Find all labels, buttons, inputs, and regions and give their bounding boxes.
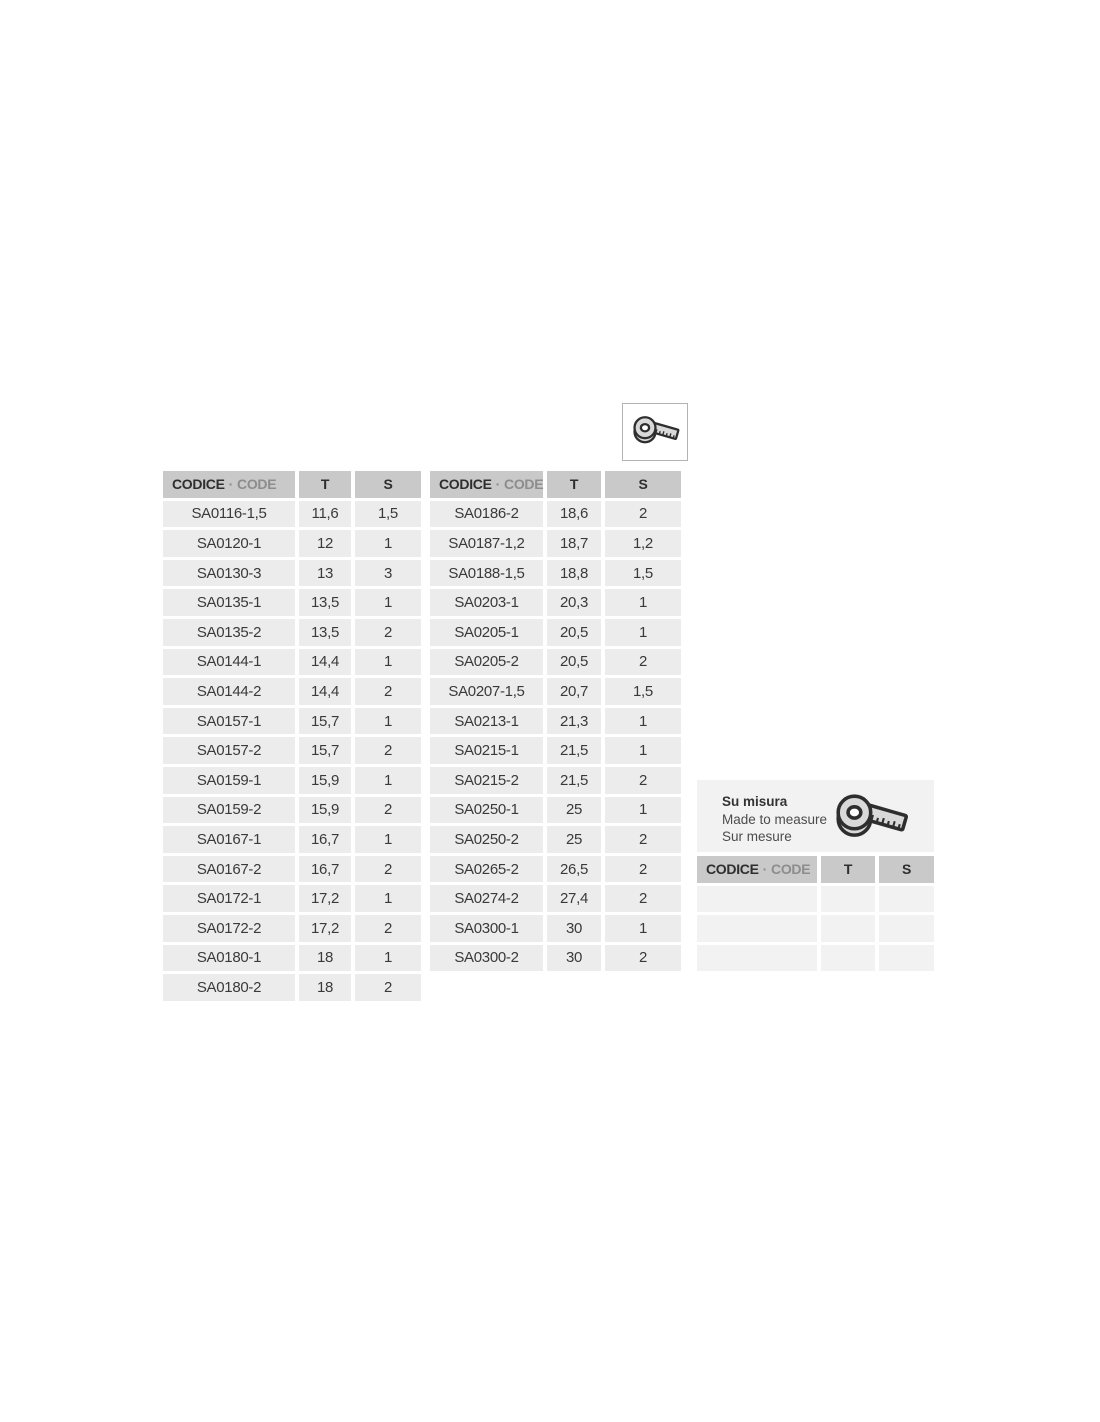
column-header-s: S [879, 856, 934, 883]
table-cell: 18,6 [547, 501, 601, 528]
table-cell: 21,3 [547, 708, 601, 735]
column-header-code: CODICE · CODE [163, 471, 295, 498]
table-cell: 2 [355, 856, 421, 883]
table-cell: SA0203-1 [430, 589, 543, 616]
table-cell: 15,7 [299, 708, 351, 735]
column-header-s: S [355, 471, 421, 498]
table-cell: 18,7 [547, 530, 601, 557]
table-cell: 20,3 [547, 589, 601, 616]
table-cell [697, 915, 817, 942]
table-cell: 2 [355, 797, 421, 824]
table-cell: SA0159-2 [163, 797, 295, 824]
table-cell: SA0250-1 [430, 797, 543, 824]
table-cell: 2 [605, 885, 681, 912]
table-cell: SA0120-1 [163, 530, 295, 557]
table-cell: SA0167-2 [163, 856, 295, 883]
table-cell: SA0180-1 [163, 945, 295, 972]
table-cell: 18 [299, 945, 351, 972]
table-cell: 20,5 [547, 649, 601, 676]
table-cell: 12 [299, 530, 351, 557]
table-cell: 30 [547, 945, 601, 972]
table-cell: SA0205-2 [430, 649, 543, 676]
column-header-s: S [605, 471, 681, 498]
measuring-tape-box [622, 403, 688, 461]
table-cell: SA0300-1 [430, 915, 543, 942]
column-header-code: CODICE · CODE [697, 856, 817, 883]
table-cell: SA0186-2 [430, 501, 543, 528]
table-cell: 21,5 [547, 767, 601, 794]
table-cell: 1,5 [355, 501, 421, 528]
table-cell: 14,4 [299, 678, 351, 705]
table-cell: 16,7 [299, 826, 351, 853]
table-cell: 1,2 [605, 530, 681, 557]
table-cell [879, 945, 934, 972]
table-cell: 20,7 [547, 678, 601, 705]
table-cell: SA0205-1 [430, 619, 543, 646]
table-cell: 2 [355, 678, 421, 705]
table-cell: SA0187-1,2 [430, 530, 543, 557]
table-cell: 25 [547, 826, 601, 853]
table-cell: 25 [547, 797, 601, 824]
table-cell: 1 [355, 649, 421, 676]
table-cell: 3 [355, 560, 421, 587]
table-cell: SA0188-1,5 [430, 560, 543, 587]
table-cell: 2 [605, 767, 681, 794]
column-header-t: T [821, 856, 875, 883]
measuring-tape-icon [826, 787, 914, 850]
made-to-measure-panel [697, 780, 934, 852]
table-cell [879, 915, 934, 942]
measuring-tape-icon [630, 410, 680, 455]
table-cell: SA0215-1 [430, 737, 543, 764]
table-cell: 16,7 [299, 856, 351, 883]
table-cell: SA0116-1,5 [163, 501, 295, 528]
table-cell: 2 [355, 974, 421, 1001]
table-cell: 2 [355, 737, 421, 764]
table-cell [821, 945, 875, 972]
table-cell: SA0144-2 [163, 678, 295, 705]
column-header-t: T [547, 471, 601, 498]
made-to-measure-text [722, 793, 827, 846]
table-cell: 1 [355, 589, 421, 616]
table-cell: SA0159-1 [163, 767, 295, 794]
table-cell: 30 [547, 915, 601, 942]
table-cell: 1 [355, 708, 421, 735]
table-cell: 17,2 [299, 915, 351, 942]
table-cell: SA0172-2 [163, 915, 295, 942]
table-cell: 1 [355, 945, 421, 972]
table-cell: 15,9 [299, 797, 351, 824]
table-cell: 1 [605, 915, 681, 942]
table-cell: SA0130-3 [163, 560, 295, 587]
table-cell: 2 [605, 826, 681, 853]
table-cell [697, 945, 817, 972]
table-cell: 1,5 [605, 678, 681, 705]
table-cell: 15,7 [299, 737, 351, 764]
size-table-middle [430, 471, 681, 971]
table-cell: 13 [299, 560, 351, 587]
table-cell: 13,5 [299, 619, 351, 646]
table-cell: 18,8 [547, 560, 601, 587]
table-cell: 26,5 [547, 856, 601, 883]
table-cell: 1 [605, 619, 681, 646]
table-cell: 1 [605, 708, 681, 735]
table-cell: 2 [355, 915, 421, 942]
table-cell: 20,5 [547, 619, 601, 646]
table-cell: SA0135-2 [163, 619, 295, 646]
table-cell: 14,4 [299, 649, 351, 676]
table-cell: 1 [605, 797, 681, 824]
table-cell: SA0215-2 [430, 767, 543, 794]
table-cell: 27,4 [547, 885, 601, 912]
table-cell [821, 886, 875, 913]
table-cell: 2 [605, 856, 681, 883]
made-to-measure-label-it: Su misura [722, 794, 788, 809]
table-cell: 1 [355, 530, 421, 557]
table-cell: 1 [605, 589, 681, 616]
size-table-custom [697, 856, 934, 971]
table-cell: SA0274-2 [430, 885, 543, 912]
table-cell: 1 [355, 885, 421, 912]
table-cell: 17,2 [299, 885, 351, 912]
table-cell: 1 [355, 767, 421, 794]
table-cell: SA0250-2 [430, 826, 543, 853]
table-cell: SA0144-1 [163, 649, 295, 676]
column-header-t: T [299, 471, 351, 498]
table-cell: 2 [605, 945, 681, 972]
table-cell: SA0167-1 [163, 826, 295, 853]
table-cell [697, 886, 817, 913]
table-cell: SA0265-2 [430, 856, 543, 883]
table-cell: SA0172-1 [163, 885, 295, 912]
table-cell: 18 [299, 974, 351, 1001]
table-cell: SA0180-2 [163, 974, 295, 1001]
column-header-code: CODICE · CODE [430, 471, 543, 498]
table-cell [821, 915, 875, 942]
size-table-left [163, 471, 421, 1001]
table-cell: 15,9 [299, 767, 351, 794]
table-cell: 21,5 [547, 737, 601, 764]
table-cell: 13,5 [299, 589, 351, 616]
table-cell: SA0157-1 [163, 708, 295, 735]
table-cell: SA0213-1 [430, 708, 543, 735]
made-to-measure-label-en: Made to measure [722, 811, 828, 827]
table-cell: 1 [605, 737, 681, 764]
made-to-measure-label-fr: Sur mesure [722, 829, 792, 844]
table-cell: SA0135-1 [163, 589, 295, 616]
table-cell: 1,5 [605, 560, 681, 587]
table-cell: 11,6 [299, 501, 351, 528]
table-cell: 1 [355, 826, 421, 853]
table-cell [879, 886, 934, 913]
table-cell: 2 [355, 619, 421, 646]
table-cell: SA0207-1,5 [430, 678, 543, 705]
table-cell: 2 [605, 501, 681, 528]
table-cell: SA0157-2 [163, 737, 295, 764]
table-cell: SA0300-2 [430, 945, 543, 972]
table-cell: 2 [605, 649, 681, 676]
